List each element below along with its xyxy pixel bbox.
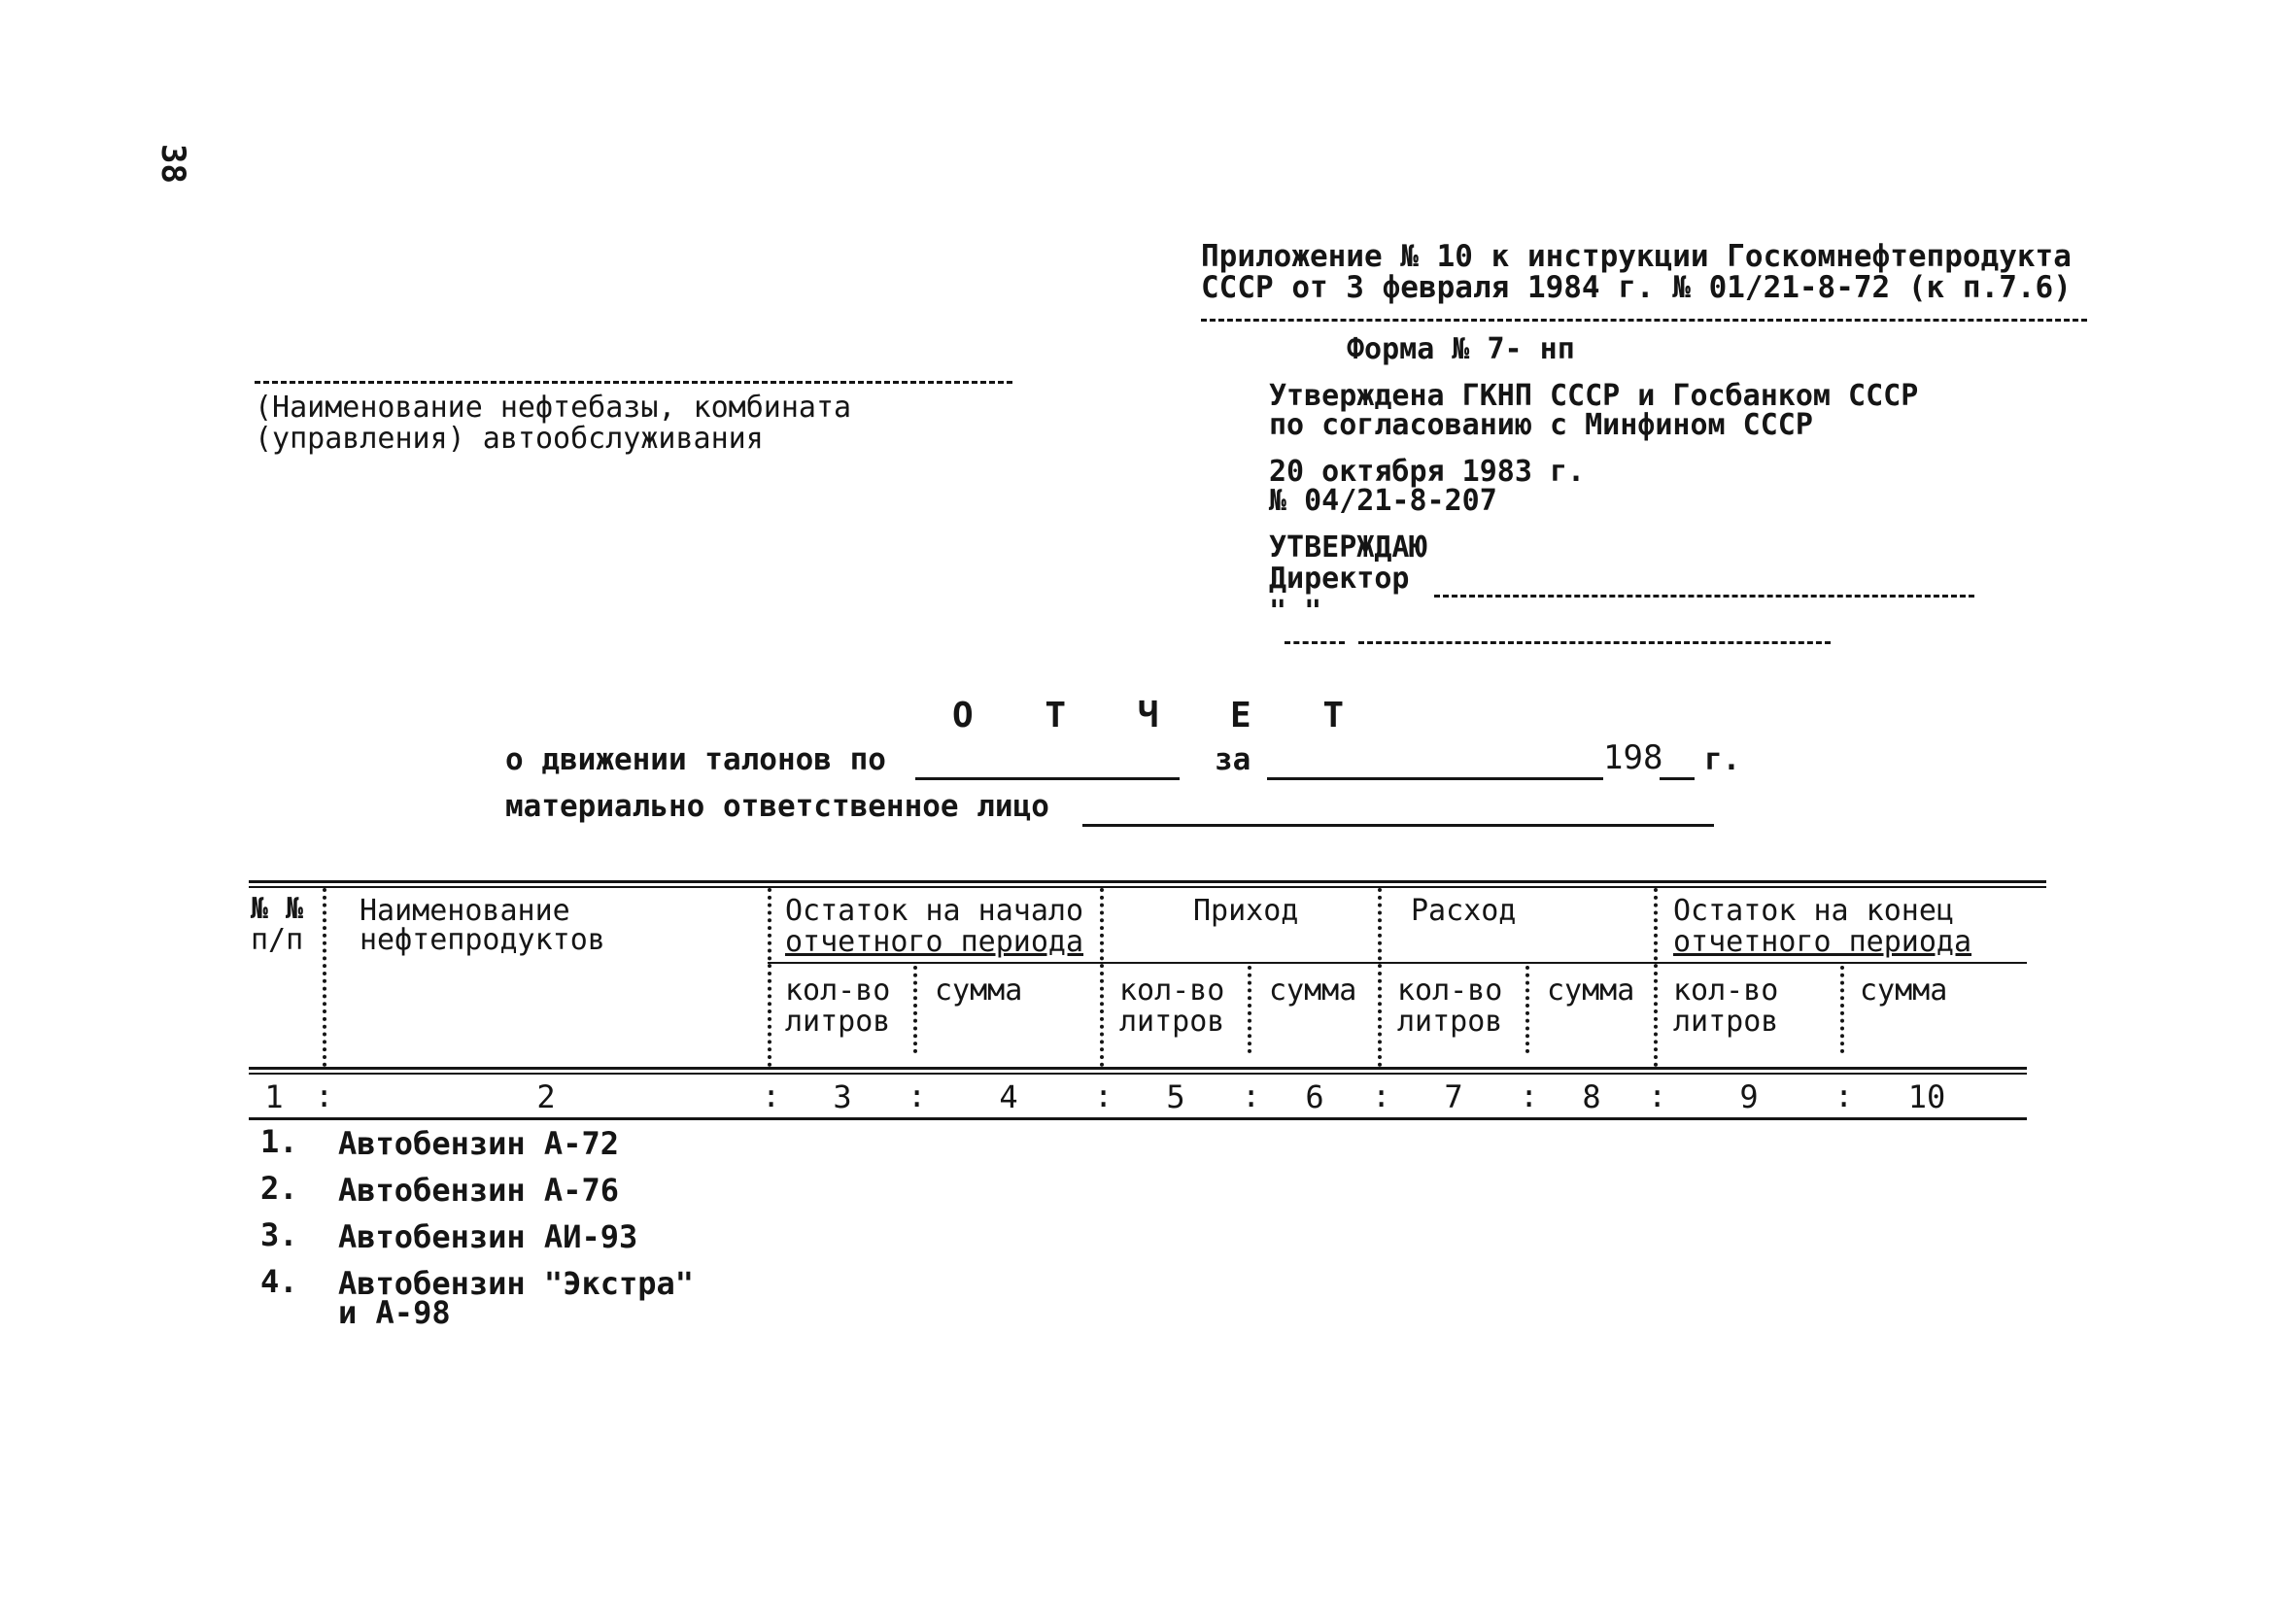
sub-qty-4b: литров: [1673, 1005, 1779, 1039]
sub-sum-4: сумма: [1860, 974, 1948, 1008]
num-sep: :: [1834, 1077, 1854, 1114]
org-caption-2: (управления) автообслуживания: [255, 422, 764, 456]
approved-number: № 04/21-8-207: [1269, 484, 1497, 518]
date-quotes: " ": [1269, 595, 1322, 629]
header-end-1: Остаток на конец: [1673, 894, 1954, 928]
report-line-1-text: о движении талонов по: [505, 742, 886, 777]
col-sep-8: [1654, 888, 1658, 1067]
row-4-name: Автобензин "Экстра": [338, 1265, 695, 1302]
col-number-1: 1: [264, 1078, 284, 1115]
col-sep-9: [1840, 966, 1844, 1053]
col-number-2: 2: [536, 1078, 556, 1115]
col-number-7: 7: [1444, 1078, 1463, 1115]
responsible-person-line: [1082, 824, 1714, 827]
header-name-2: нефтепродуктов: [360, 923, 605, 957]
form-label: Форма № 7- нп: [1347, 332, 1575, 366]
sub-qty-4a: кол-во: [1673, 974, 1779, 1008]
director-signature-line: [1434, 595, 1974, 598]
col-number-3: 3: [833, 1078, 852, 1115]
header-name-1: Наименование: [360, 894, 570, 928]
date-day-line: [1285, 641, 1345, 644]
sub-qty-3b: литров: [1397, 1005, 1503, 1039]
appendix-line-2: СССР от 3 февраля 1984 г. № 01/21-8-72 (к п.7.6): [1201, 270, 2072, 305]
col-sep-1: [323, 888, 326, 1067]
approved-line-2: по согласованию с Минфином СССР: [1269, 408, 1813, 442]
org-caption-1: (Наименование нефтебазы, комбината: [255, 391, 852, 425]
date-month-line: [1358, 641, 1831, 644]
table-top-rule-2: [249, 886, 2046, 888]
header-out: Расход: [1411, 894, 1517, 928]
row-1-name: Автобензин А-72: [338, 1125, 619, 1162]
row-3-name: Автобензин АИ-93: [338, 1218, 638, 1255]
header-end-2: отчетного периода: [1673, 925, 1972, 959]
report-for-word: за: [1215, 742, 1251, 777]
table-top-rule: [249, 880, 2046, 883]
approve-word: УТВЕРЖДАЮ: [1269, 530, 1427, 564]
appendix-rule: [1201, 319, 2087, 322]
col-sep-7: [1525, 966, 1529, 1053]
num-sep: :: [1372, 1077, 1391, 1114]
col-number-9: 9: [1739, 1078, 1759, 1115]
col-number-6: 6: [1305, 1078, 1324, 1115]
number-row-rule: [249, 1117, 2027, 1120]
num-sep: :: [908, 1077, 927, 1114]
num-sep: :: [1094, 1077, 1114, 1114]
header-group-rule: [768, 962, 2027, 964]
num-sep: :: [1648, 1077, 1667, 1114]
sub-qty-2b: литров: [1119, 1005, 1225, 1039]
director-label: Директор: [1269, 562, 1410, 596]
col-sep-5: [1248, 966, 1251, 1053]
col-sep-2: [768, 888, 771, 1067]
sub-qty-1b: литров: [785, 1005, 891, 1039]
sub-sum-1: сумма: [935, 974, 1023, 1008]
report-title: О Т Ч Е Т: [952, 696, 1370, 735]
report-by-line: [915, 777, 1180, 780]
col-sep-6: [1378, 888, 1382, 1067]
row-3-num: 3.: [260, 1216, 298, 1253]
org-name-line: [255, 381, 1012, 384]
report-year-line: [1660, 777, 1695, 780]
num-sep: :: [762, 1077, 781, 1114]
header-in: Приход: [1193, 894, 1299, 928]
sub-qty-2a: кол-во: [1119, 974, 1225, 1008]
header-num-1: № №: [251, 892, 304, 926]
approved-date: 20 октября 1983 г.: [1269, 455, 1586, 489]
report-year-prefix: 198: [1603, 738, 1663, 777]
page-number: 38: [154, 144, 192, 184]
sub-sum-2: сумма: [1269, 974, 1357, 1008]
num-sep: :: [1520, 1077, 1539, 1114]
row-2-name: Автобензин А-76: [338, 1172, 619, 1209]
row-2-num: 2.: [260, 1170, 298, 1207]
header-start-1: Остаток на начало: [785, 894, 1084, 928]
approved-line-1: Утверждена ГКНП СССР и Госбанком СССР: [1269, 379, 1919, 413]
header-start-2: отчетного периода: [785, 925, 1084, 959]
row-4-num: 4.: [260, 1263, 298, 1300]
appendix-line-1: Приложение № 10 к инструкции Госкомнефтепродукта: [1201, 239, 2072, 274]
sub-sum-3: сумма: [1547, 974, 1635, 1008]
header-bottom-rule-2: [249, 1073, 2027, 1075]
col-sep-3: [913, 966, 917, 1053]
col-number-5: 5: [1166, 1078, 1185, 1115]
row-4-name-2: и А-98: [338, 1294, 451, 1331]
col-number-8: 8: [1582, 1078, 1601, 1115]
col-number-10: 10: [1907, 1078, 1946, 1115]
header-bottom-rule: [249, 1067, 2027, 1070]
col-sep-4: [1100, 888, 1104, 1067]
num-sep: :: [315, 1077, 334, 1114]
report-period-line: [1267, 777, 1603, 780]
sub-qty-1a: кол-во: [785, 974, 891, 1008]
num-sep: :: [1242, 1077, 1261, 1114]
sub-qty-3a: кол-во: [1397, 974, 1503, 1008]
row-1-num: 1.: [260, 1123, 298, 1160]
report-line-2-text: материально ответственное лицо: [505, 789, 1049, 824]
report-year-suffix: г.: [1704, 742, 1741, 777]
header-num-2: п/п: [251, 923, 304, 957]
col-number-4: 4: [999, 1078, 1018, 1115]
